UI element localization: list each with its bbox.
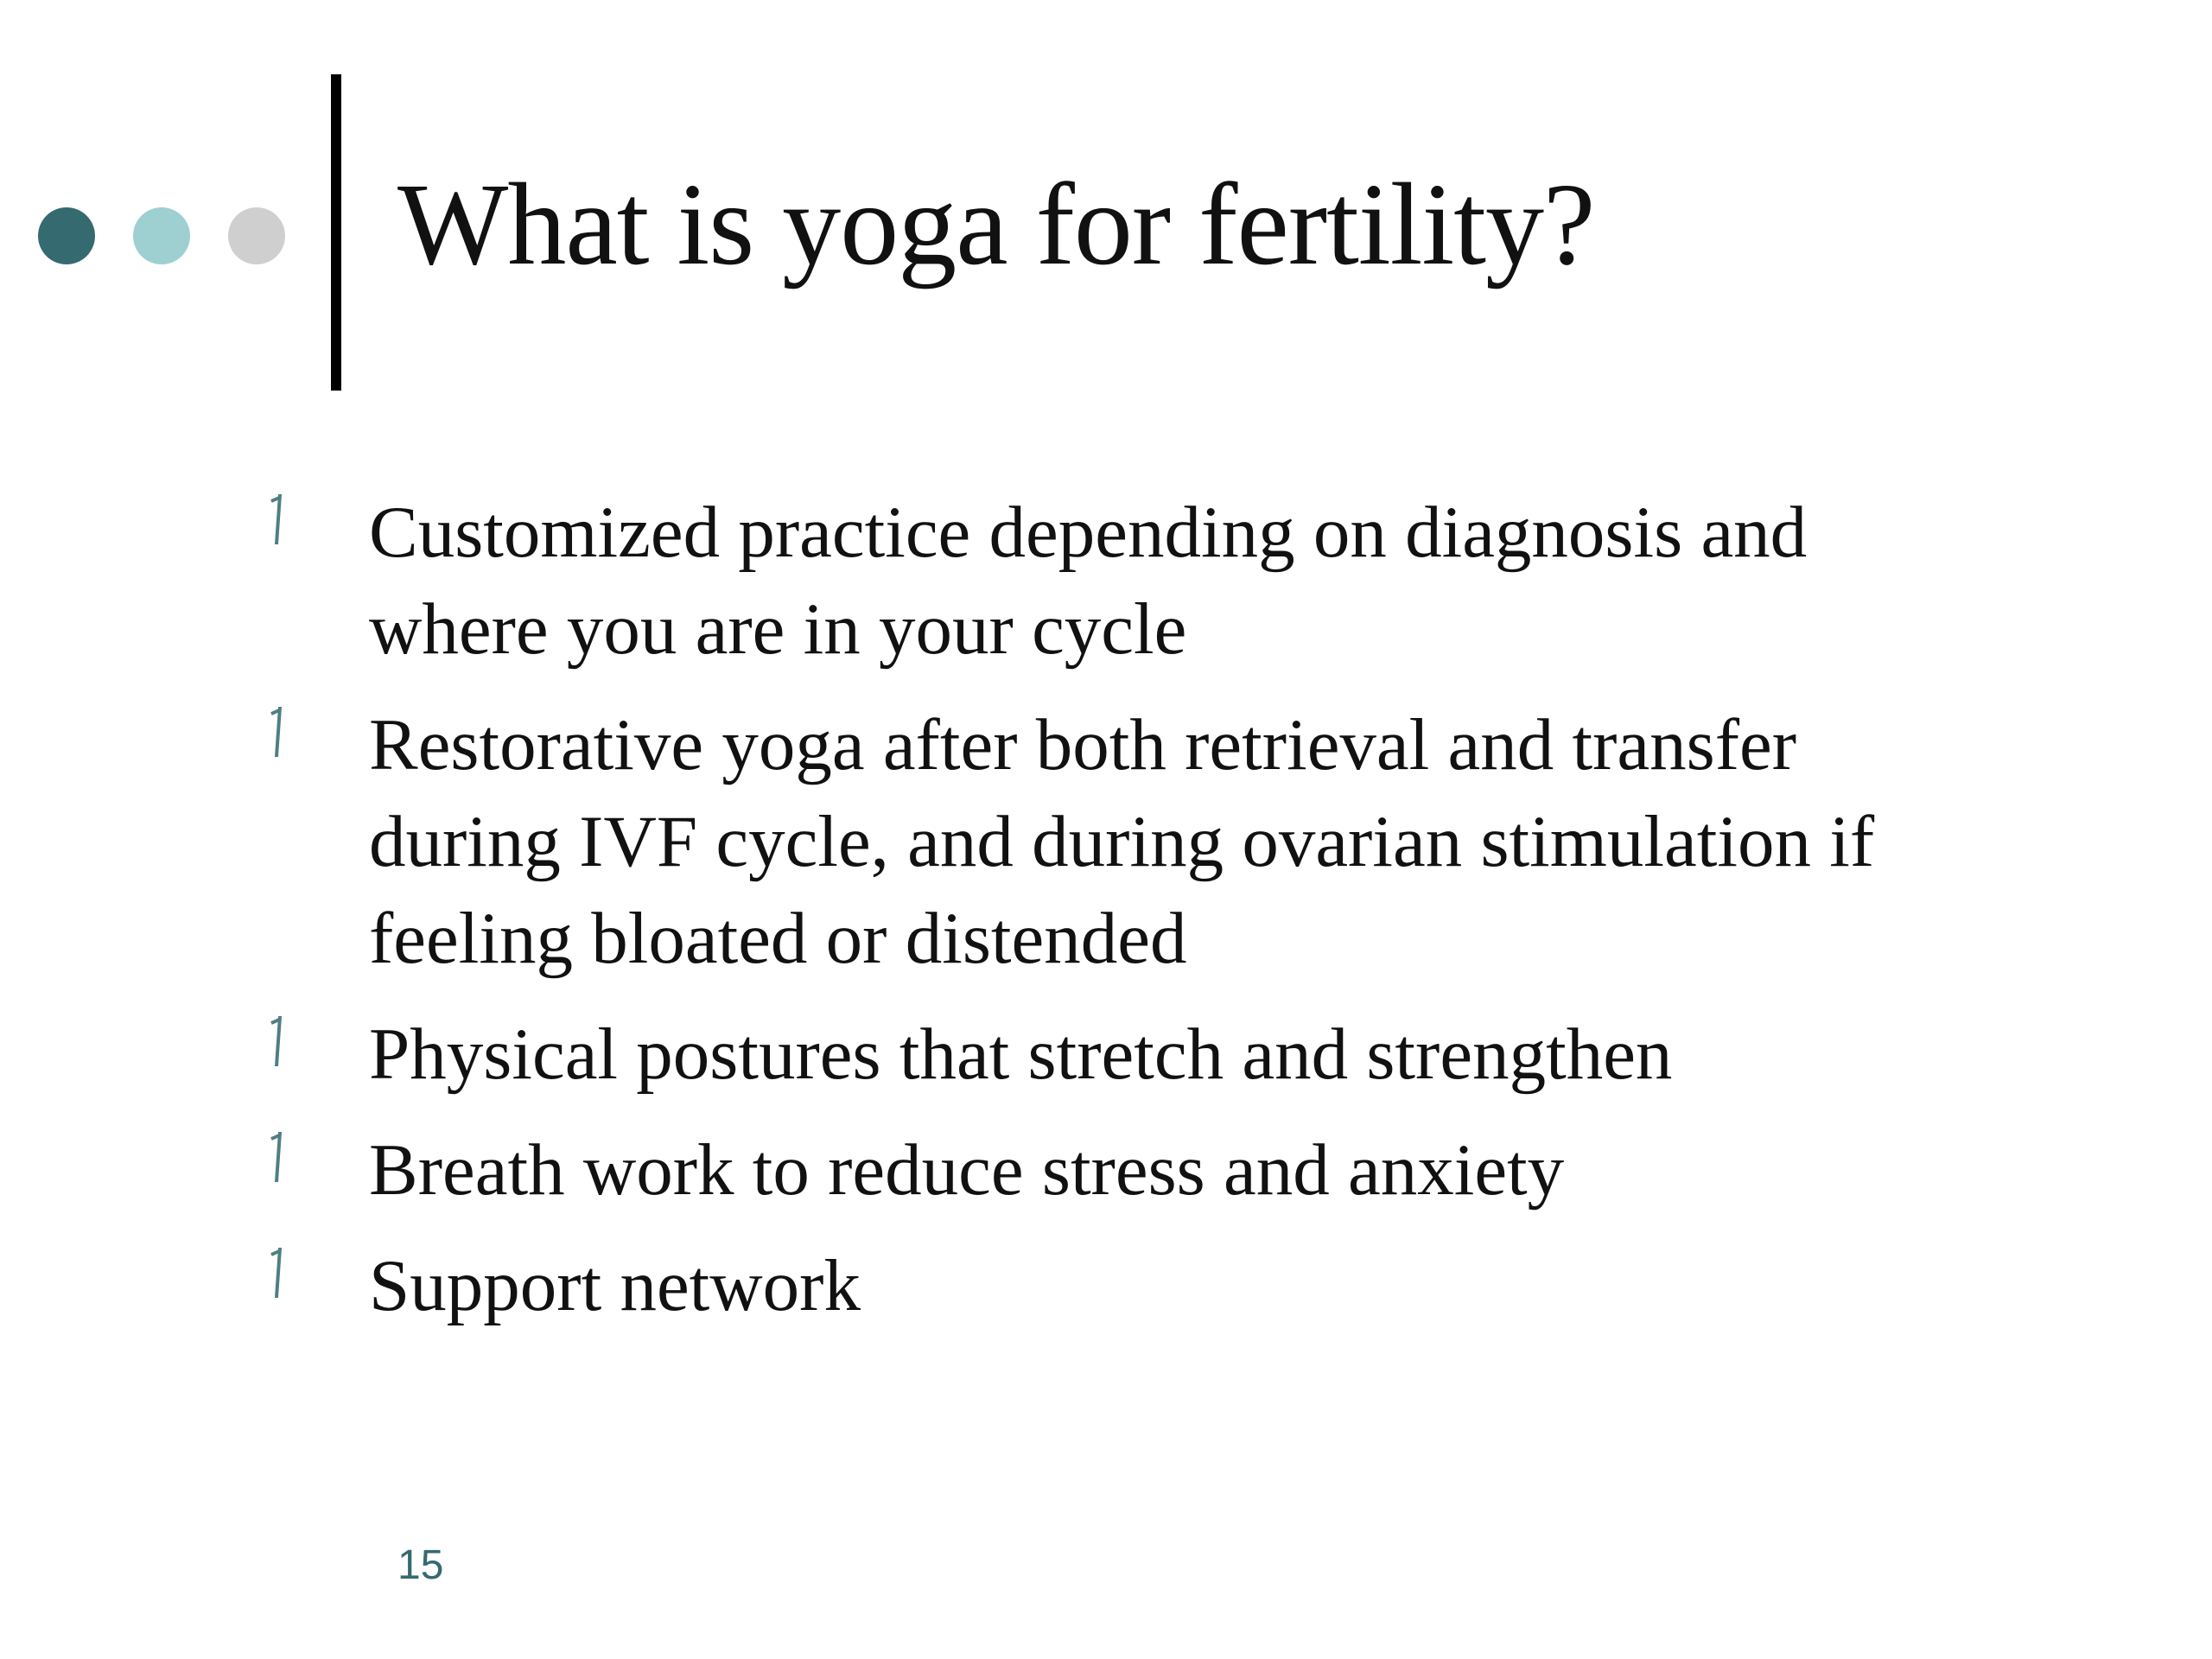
dot-dark [38, 207, 95, 264]
bullet-icon [275, 1132, 287, 1182]
bullet-text: Physical postures that stretch and strengthen [369, 1014, 1673, 1095]
title-divider [331, 74, 341, 391]
decorative-dots [38, 207, 289, 264]
bullet-item [276, 1237, 2005, 1334]
bullet-text: Restorative yoga after both retrieval and transfer during IVF cycle, and during ovarian stimulation if feeling bloated or distended [369, 704, 1875, 979]
slide-title: What is yoga for fertility? [397, 160, 1595, 289]
bullet-item [276, 1006, 2005, 1103]
bullet-text: Support network [369, 1245, 861, 1326]
bullet-icon [275, 707, 287, 757]
bullet-icon [275, 494, 287, 544]
dot-light [133, 207, 190, 264]
bullet-item [276, 696, 2005, 987]
bullet-item [276, 1122, 2005, 1218]
bullet-text: Breath work to reduce stress and anxiety [369, 1129, 1565, 1211]
bullet-icon [275, 1248, 287, 1298]
dot-gray [228, 207, 285, 264]
bullet-list [276, 484, 2005, 1353]
bullet-text: Customized practice depending on diagnosis and where you are in your cycle [369, 492, 1808, 670]
bullet-item [276, 484, 2005, 677]
slide-number: 15 [397, 1542, 444, 1588]
bullet-icon [275, 1016, 287, 1066]
